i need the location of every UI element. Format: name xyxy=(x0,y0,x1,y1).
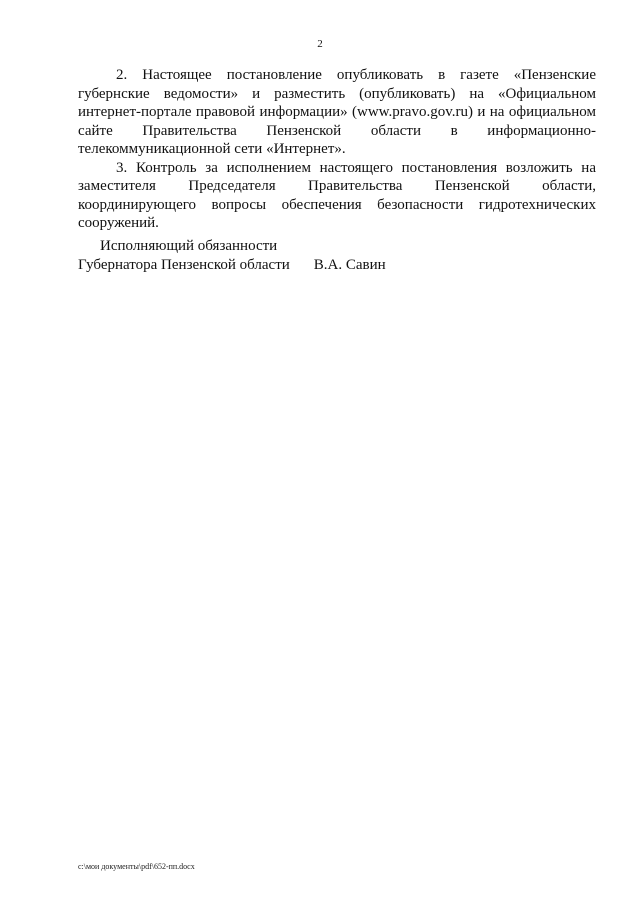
signatory-position-line2: Губернатора Пензенской области xyxy=(78,257,290,273)
signatory-position-line1: Исполняющий обязанности xyxy=(100,238,278,254)
signatory-name: В.А. Савин xyxy=(313,257,386,273)
signatory-position-line2-row xyxy=(78,256,418,275)
signature-block xyxy=(78,237,418,275)
paragraph-publication: 2. Настоящее постановление опубликовать в газете «Пензенские губернские ведомости» и разместить (опубликовать) на «Официальном интернет-портале правовой информации» (www.pravo.gov.ru) и на официальном сайте Правительства Пензенской области в информационно-телекоммуникационной сети «Интернет». xyxy=(78,67,596,157)
footer-file-path: c:\мои документы\pdf\652-пп.docx xyxy=(78,862,195,871)
paragraph-control: 3. Контроль за исполнением настоящего постановления возложить на заместителя Председателя Правительства Пензенской области, координирующего вопросы обеспечения безопасности гидротехнических сооружений. xyxy=(78,159,596,231)
document-body xyxy=(78,66,596,233)
page-number: 2 xyxy=(317,38,323,50)
